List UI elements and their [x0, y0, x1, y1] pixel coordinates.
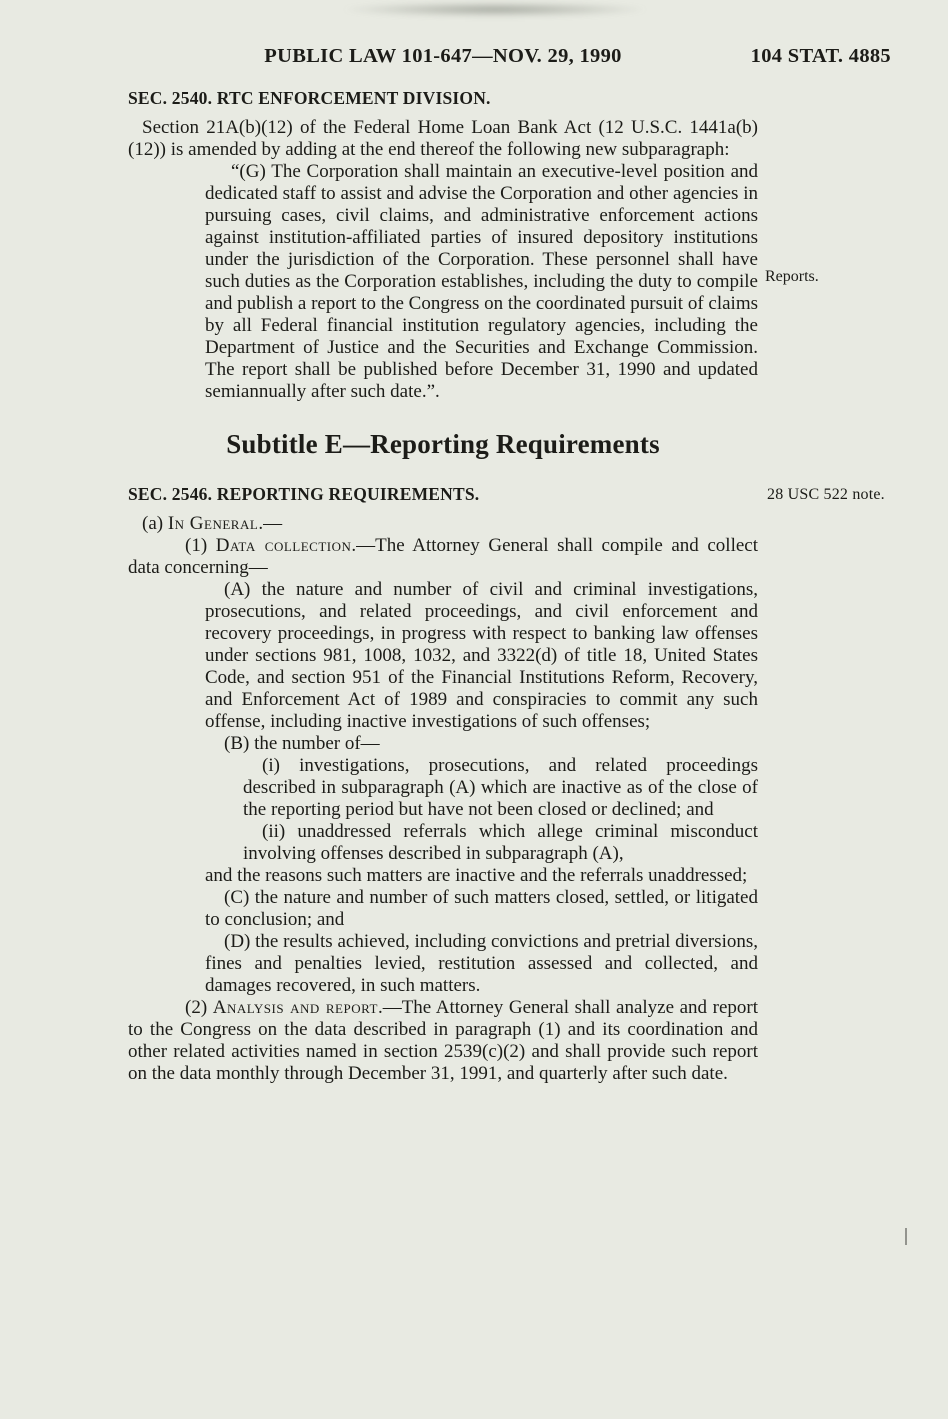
amendment-intro-paragraph: Section 21A(b)(12) of the Federal Home Loan Bank Act (12 U.S.C. 1441a(b)(12)) is amended by adding at the end thereof the following new subparagraph:: [128, 117, 758, 160]
analysis-report-rest: .—The Attorney General shall analyze and report to the Congress on the data described in paragraph (1) and its coordination and other related activities named in section 2539(c)(2) and shall provide such report on the data monthly through December 31, 1991, and quarterly after such date.: [128, 997, 758, 1084]
running-head-law-title: PUBLIC LAW 101-647—NOV. 29, 1990: [264, 45, 622, 67]
in-general-smallcaps: In General: [167, 513, 259, 534]
paragraph-item-a: (A) the nature and number of civil and criminal investigations, prosecutions, and related proceedings, and civil enforcement and recovery proceedings, in progress with respect to banking law offenses under sections 981, 1008, 1032, and 3322(d) of title 18, United States Code, and section 951 of the Financial Institutions Reform, Recovery, and Enforcement Act of 1989 and conspiracies to commit any such offense, including inactive investigations of such offenses;: [205, 579, 758, 732]
paragraph-in-general: [128, 513, 758, 535]
data-collection-rest: .—The Attorney General shall compile and collect data concerning—: [128, 535, 759, 578]
subparagraph-g-text: “(G) The Corporation shall maintain an executive-level position and dedicated staff to assist and advise the Corporation and other agencies in pursuing cases, civil claims, and administrative enforcement actions against institution-affiliated parties of insured depository institutions under the jurisdiction of the Corporation. These personnel shall have such duties as the Corporation establishes, including the duty to compile and publish a report to the Congress on the coordinated pursuit of claims by all Federal financial institution regulatory agencies, including the Department of Justice and the Securities and Exchange Commission. The report shall be published before December 31, 1990 and updated semiannually after such date.”.: [205, 161, 758, 402]
paragraph-analysis-report: [128, 997, 758, 1085]
data-collection-smallcaps: Data collection: [215, 535, 352, 556]
paragraph-item-b-tail: and the reasons such matters are inactive and the referrals unaddressed;: [205, 865, 748, 886]
margin-note-reports: Reports.: [765, 268, 819, 285]
subtitle-e-heading: Subtitle E—Reporting Requirements: [226, 429, 660, 459]
analysis-report-prefix: (2): [185, 997, 213, 1018]
paragraph-item-b: (B) the number of—: [224, 733, 380, 754]
analysis-report-smallcaps: Analysis and report: [212, 997, 378, 1018]
paragraph-item-b-ii: (ii) unaddressed referrals which allege criminal misconduct involving offenses described in subparagraph (A),: [243, 821, 758, 864]
in-general-prefix: (a): [142, 513, 168, 534]
paragraph-item-d: (D) the results achieved, including convictions and pretrial diversions, fines and penalties levied, restitution assessed and collected, and damages recovered, in such matters.: [205, 931, 758, 996]
in-general-rest: .—: [258, 513, 283, 534]
section-2546-heading-text: SEC. 2546. REPORTING REQUIREMENTS.: [128, 484, 480, 504]
section-2540-heading: SEC. 2540. RTC ENFORCEMENT DIVISION.: [128, 88, 491, 108]
running-head-stat-number: 104 STAT. 4885: [750, 45, 891, 67]
margin-note-usc: 28 USC 522 note.: [767, 486, 885, 503]
scan-edge-mark-artifact: [905, 1228, 907, 1245]
content-column: [128, 88, 885, 1085]
section-2546-heading: [128, 484, 885, 505]
paragraph-data-collection: [128, 535, 758, 579]
paragraph-item-c: (C) the nature and number of such matters closed, settled, or litigated to conclusion; and: [205, 887, 758, 930]
data-collection-prefix: (1): [185, 535, 216, 556]
subparagraph-g-paragraph: [205, 161, 819, 403]
paragraph-item-b-i: (i) investigations, prosecutions, and related proceedings described in subparagraph (A) which are inactive as of the close of the reporting period but have not been closed or declined; and: [243, 755, 758, 820]
scan-smudge-artifact: [340, 2, 650, 17]
